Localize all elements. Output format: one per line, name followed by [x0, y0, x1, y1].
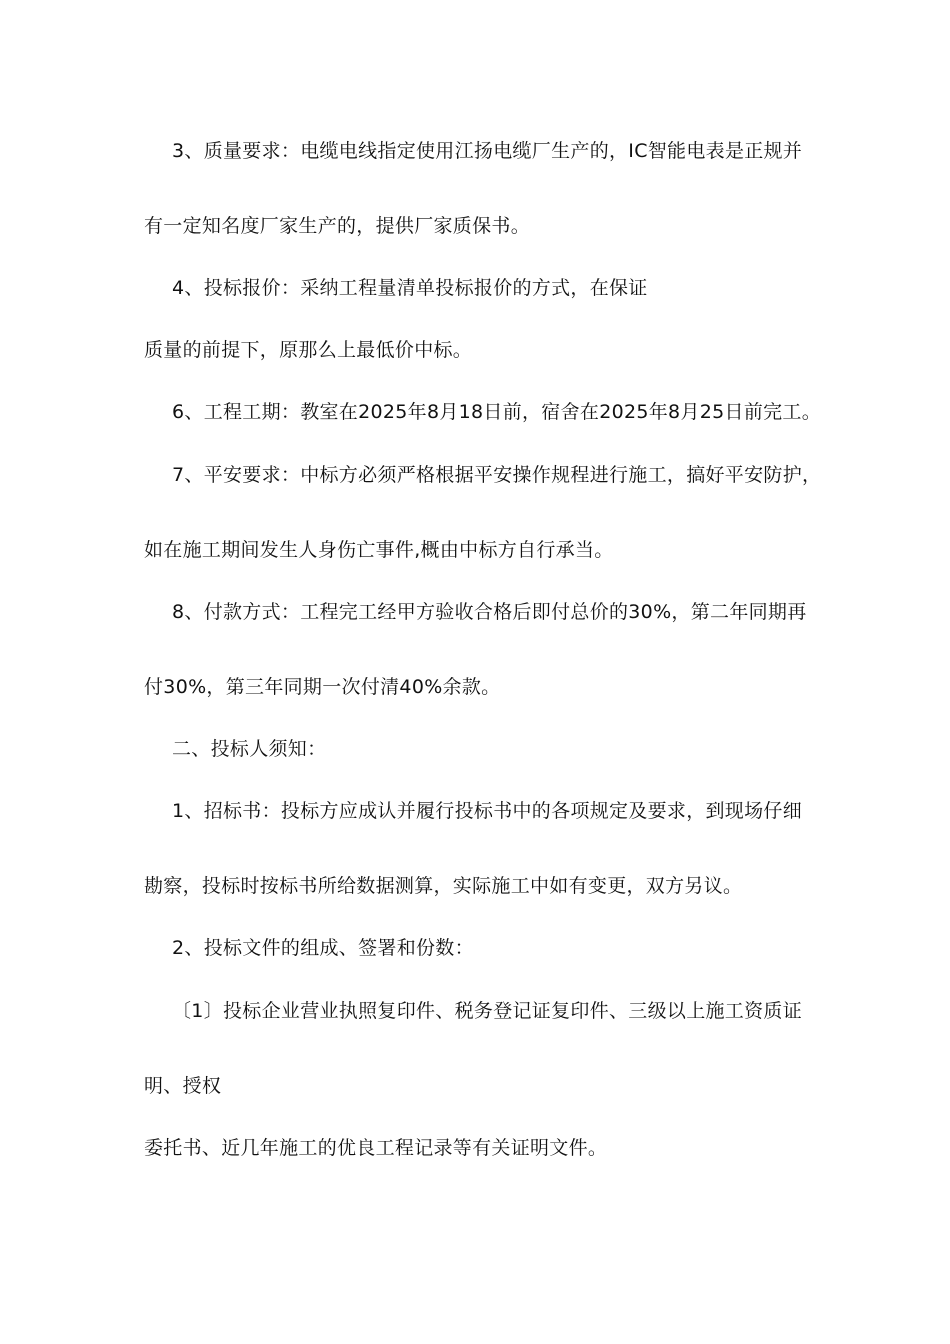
paragraph-construction-period: 6、工程工期：教室在2025年8月18日前，宿舍在2025年8月25日前完工。	[172, 401, 822, 423]
paragraph-payment-method: 8、付款方式：工程完工经甲方验收合格后即付总价的30%，第二年同期再	[172, 601, 807, 623]
paragraph-required-documents-cont2: 委托书、近几年施工的优良工程记录等有关证明文件。	[144, 1137, 608, 1159]
section-heading-bidder-notice: 二、投标人须知：	[172, 738, 327, 760]
paragraph-payment-method-cont: 付30%，第三年同期一次付清40%余款。	[144, 676, 501, 698]
paragraph-quality-requirement: 3、质量要求：电缆电线指定使用江扬电缆厂生产的，IC智能电表是正规并	[172, 140, 803, 162]
paragraph-required-documents: 〔1〕投标企业营业执照复印件、税务登记证复印件、三级以上施工资质证	[172, 1000, 802, 1022]
paragraph-bid-price: 4、投标报价：采纳工程量清单投标报价的方式，在保证	[172, 277, 648, 299]
paragraph-safety-requirement: 7、平安要求：中标方必须严格根据平安操作规程进行施工，搞好平安防护，	[172, 464, 822, 486]
paragraph-tender-document: 1、招标书：投标方应成认并履行投标书中的各项规定及要求，到现场仔细	[172, 800, 802, 822]
paragraph-bid-price-cont: 质量的前提下，原那么上最低价中标。	[144, 339, 473, 361]
paragraph-required-documents-cont1: 明、授权	[144, 1075, 222, 1097]
paragraph-quality-requirement-cont: 有一定知名度厂家生产的，提供厂家质保书。	[144, 215, 531, 237]
paragraph-tender-document-cont: 勘察，投标时按标书所给数据测算，实际施工中如有变更，双方另议。	[144, 875, 743, 897]
paragraph-bid-file-composition: 2、投标文件的组成、签署和份数：	[172, 937, 474, 959]
paragraph-safety-requirement-cont: 如在施工期间发生人身伤亡事件,概由中标方自行承当。	[144, 539, 614, 561]
